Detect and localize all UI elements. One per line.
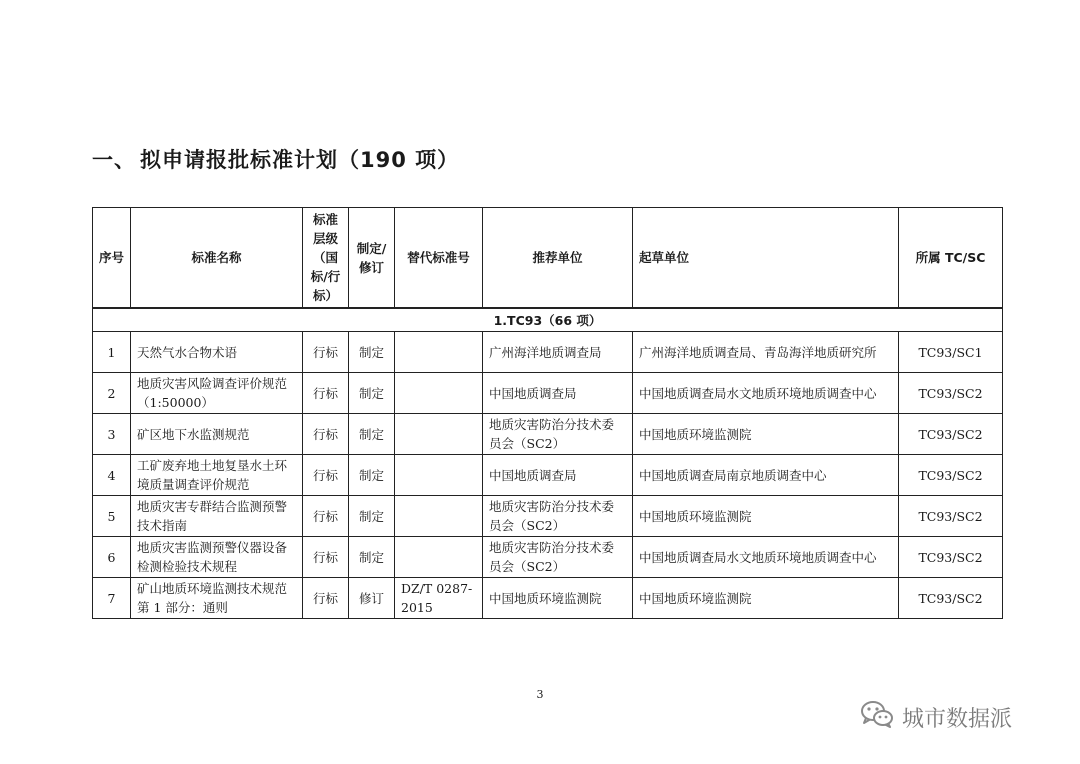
group-label: 1.TC93（66 项） (93, 308, 1003, 332)
cell-type: 制定 (349, 332, 395, 373)
header-level: 标准层级（国标/行标） (303, 208, 349, 309)
cell-tc: TC93/SC2 (899, 537, 1003, 578)
cell-replace (395, 373, 483, 414)
table-row (93, 537, 1003, 578)
cell-level: 行标 (303, 496, 349, 537)
cell-tc: TC93/SC2 (899, 578, 1003, 619)
cell-recommender: 中国地质环境监测院 (483, 578, 633, 619)
header-seq: 序号 (93, 208, 131, 309)
cell-drafter: 中国地质调查局水文地质环境地质调查中心 (633, 373, 899, 414)
cell-replace (395, 496, 483, 537)
cell-replace (395, 455, 483, 496)
section-title: 拟申请报批标准计划（190 项） (140, 148, 460, 172)
group-row (93, 308, 1003, 332)
table-row (93, 496, 1003, 537)
cell-name: 矿山地质环境监测技术规范第 1 部分：通则 (131, 578, 303, 619)
cell-seq: 4 (93, 455, 131, 496)
cell-replace (395, 332, 483, 373)
cell-name: 工矿废弃地土地复垦水土环境质量调查评价规范 (131, 455, 303, 496)
cell-recommender: 地质灾害防治分技术委员会（SC2） (483, 414, 633, 455)
cell-seq: 7 (93, 578, 131, 619)
cell-tc: TC93/SC1 (899, 332, 1003, 373)
wechat-icon (860, 700, 894, 734)
watermark-text: 城市数据派 (902, 706, 1013, 732)
cell-replace (395, 537, 483, 578)
table-row (93, 578, 1003, 619)
cell-seq: 5 (93, 496, 131, 537)
cell-name: 地质灾害监测预警仪器设备检测检验技术规程 (131, 537, 303, 578)
section-number: 一、 (92, 148, 136, 172)
cell-drafter: 中国地质调查局南京地质调查中心 (633, 455, 899, 496)
cell-name: 矿区地下水监测规范 (131, 414, 303, 455)
cell-type: 制定 (349, 373, 395, 414)
header-replace: 替代标准号 (395, 208, 483, 309)
standards-table (92, 207, 1003, 619)
cell-replace (395, 414, 483, 455)
cell-level: 行标 (303, 414, 349, 455)
table-row (93, 332, 1003, 373)
cell-seq: 2 (93, 373, 131, 414)
cell-recommender: 地质灾害防治分技术委员会（SC2） (483, 537, 633, 578)
cell-seq: 3 (93, 414, 131, 455)
cell-level: 行标 (303, 455, 349, 496)
cell-tc: TC93/SC2 (899, 455, 1003, 496)
cell-name: 地质灾害专群结合监测预警技术指南 (131, 496, 303, 537)
cell-seq: 1 (93, 332, 131, 373)
cell-recommender: 中国地质调查局 (483, 373, 633, 414)
cell-recommender: 中国地质调查局 (483, 455, 633, 496)
page-number: 3 (536, 688, 544, 701)
cell-drafter: 中国地质环境监测院 (633, 496, 899, 537)
cell-recommender: 地质灾害防治分技术委员会（SC2） (483, 496, 633, 537)
cell-drafter: 中国地质环境监测院 (633, 414, 899, 455)
cell-drafter: 中国地质环境监测院 (633, 578, 899, 619)
cell-drafter: 中国地质调查局水文地质环境地质调查中心 (633, 537, 899, 578)
table-row (93, 373, 1003, 414)
cell-tc: TC93/SC2 (899, 373, 1003, 414)
cell-replace: DZ/T 0287-2015 (395, 578, 483, 619)
table-header-row (93, 208, 1003, 309)
cell-type: 制定 (349, 496, 395, 537)
header-recommender: 推荐单位 (483, 208, 633, 309)
header-name: 标准名称 (131, 208, 303, 309)
cell-name: 地质灾害风险调查评价规范（1:50000） (131, 373, 303, 414)
cell-type: 修订 (349, 578, 395, 619)
cell-type: 制定 (349, 414, 395, 455)
header-drafter: 起草单位 (633, 208, 899, 309)
cell-tc: TC93/SC2 (899, 496, 1003, 537)
table-row (93, 414, 1003, 455)
header-tc: 所属 TC/SC (899, 208, 1003, 309)
cell-recommender: 广州海洋地质调查局 (483, 332, 633, 373)
watermark (860, 700, 1012, 734)
cell-level: 行标 (303, 373, 349, 414)
cell-seq: 6 (93, 537, 131, 578)
cell-tc: TC93/SC2 (899, 414, 1003, 455)
cell-type: 制定 (349, 455, 395, 496)
table-row (93, 455, 1003, 496)
section-heading (92, 144, 459, 174)
cell-drafter: 广州海洋地质调查局、青岛海洋地质研究所 (633, 332, 899, 373)
cell-level: 行标 (303, 578, 349, 619)
header-type: 制定/修订 (349, 208, 395, 309)
cell-level: 行标 (303, 537, 349, 578)
cell-level: 行标 (303, 332, 349, 373)
cell-type: 制定 (349, 537, 395, 578)
cell-name: 天然气水合物术语 (131, 332, 303, 373)
